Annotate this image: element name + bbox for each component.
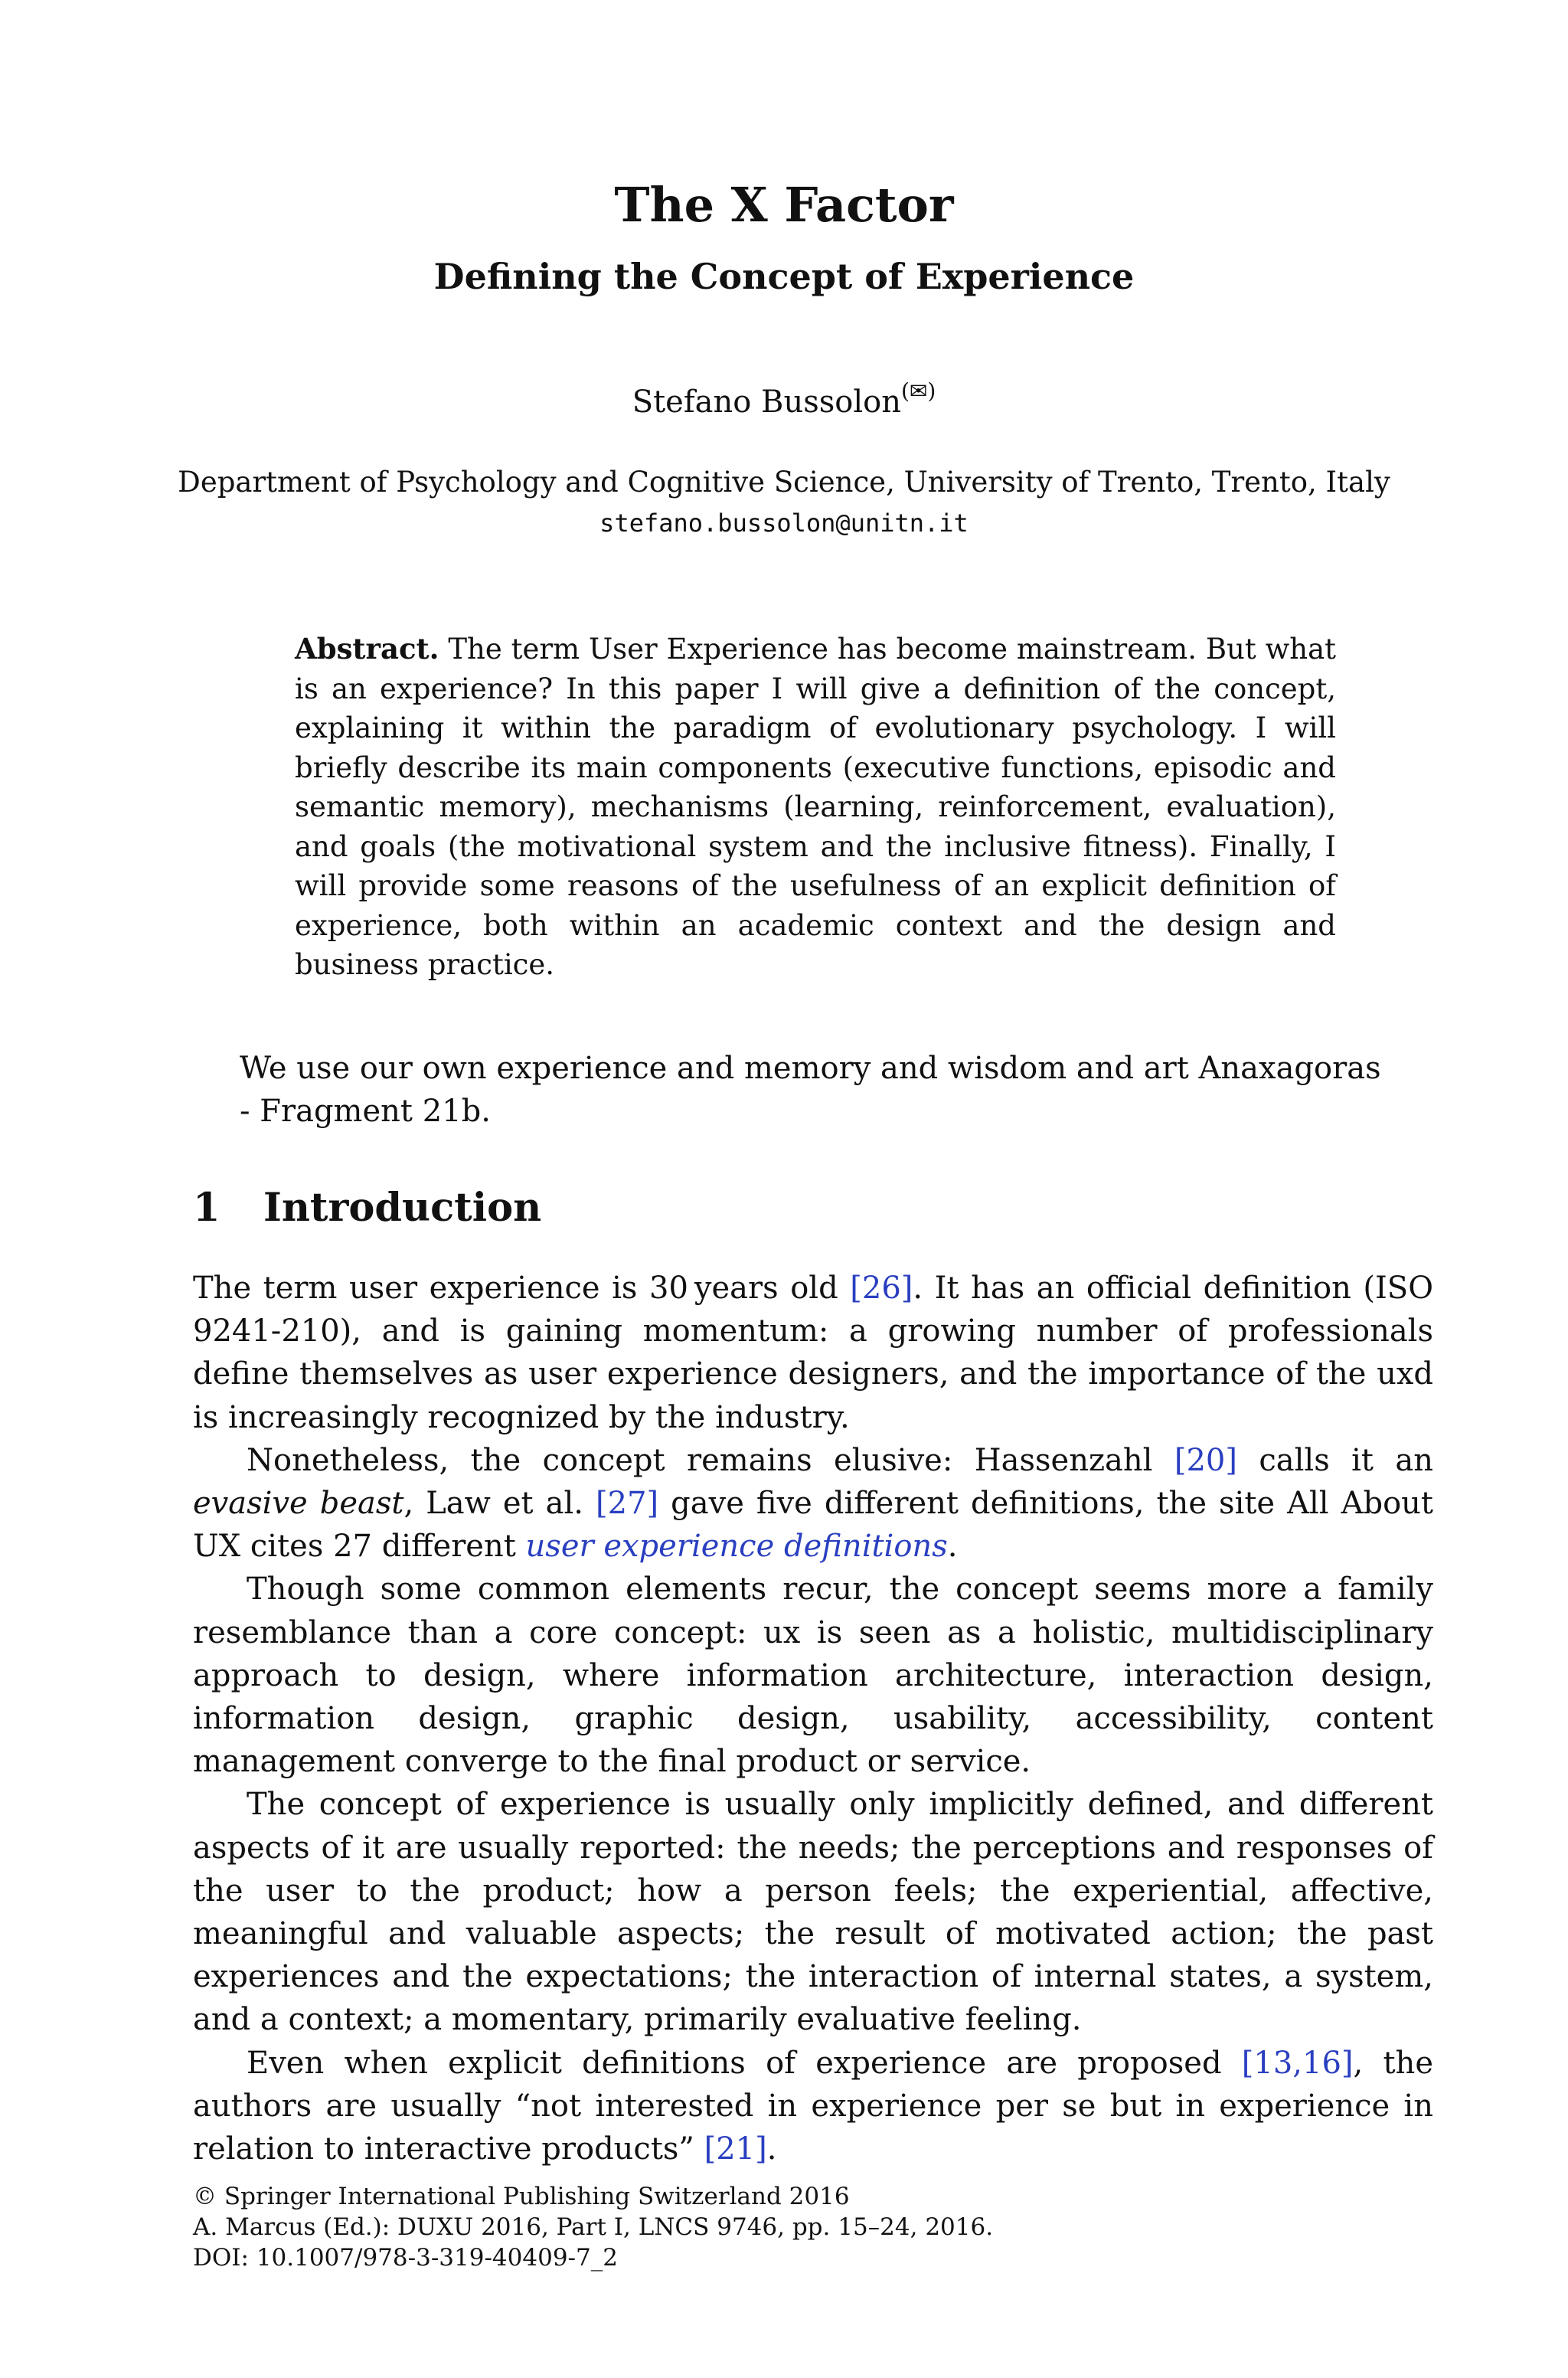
body-text: [193, 1267, 1433, 2170]
citation-link[interactable]: [13,: [1241, 2045, 1303, 2081]
text-run: .: [947, 1529, 958, 1565]
epigraph: We use our own experience and memory and wisdom and art Anaxagoras - Fragment 21b.: [240, 1051, 1381, 1129]
text-run: The term user experience is 30 years old: [193, 1271, 851, 1306]
text-run: , Law et al.: [403, 1486, 596, 1522]
author-email[interactable]: stefano.bussolon@unitn.it: [599, 509, 969, 538]
text-run: . It has an official definition (ISO 9241-210), and is gaining momentum: a growing number of professionals define themselves as user experience designers, and the importance of the uxd is increasingly recognized by the industry.: [193, 1271, 1433, 1435]
text-run: Even when explicit definitions of experience are proposed: [247, 2045, 1242, 2081]
citation-link[interactable]: 16]: [1302, 2045, 1354, 2081]
envelope-icon: (✉): [900, 378, 936, 404]
citation-line: A. Marcus (Ed.): DUXU 2016, Part I, LNCS 9746, pp. 15–24, 2016.: [193, 2213, 994, 2241]
doi-line[interactable]: DOI: 10.1007/978-3-319-40409-7_2: [193, 2244, 618, 2272]
emphasis-text: evasive beast: [193, 1486, 404, 1522]
author-line: [0, 378, 1568, 421]
paragraph: [193, 1267, 1433, 1439]
section-heading: [193, 1184, 541, 1232]
citation-link[interactable]: [27]: [596, 1486, 659, 1522]
copyright-footer: [193, 2181, 993, 2273]
abstract-label: Abstract.: [295, 632, 439, 666]
paper-subtitle: Defining the Concept of Experience: [433, 256, 1135, 297]
citation-link[interactable]: [21]: [704, 2131, 767, 2167]
text-run: .: [766, 2131, 777, 2167]
section-title: Introduction: [263, 1185, 542, 1231]
paper-title: The X Factor: [614, 177, 954, 233]
paragraph: [193, 2042, 1433, 2171]
hyperlink[interactable]: user experience definitions: [525, 1529, 948, 1565]
text-run: , the authors are usually “not interested in experience per se but in experience in relation to interactive products”: [193, 2045, 1433, 2167]
section-number: 1: [193, 1185, 220, 1231]
author-name: Stefano Bussolon: [632, 384, 901, 420]
text-run: calls it an: [1236, 1442, 1434, 1478]
abstract: [295, 630, 1336, 985]
paragraph: [193, 1568, 1433, 1783]
text-run: Though some common elements recur, the concept seems more a family resemblance than a core concept: ux is seen as a holistic, multidisciplinary approach to design, where information architecture, interaction design, information design, graphic design, usability, accessibility, content management converge to the final product or service.: [193, 1572, 1433, 1780]
paragraph: [193, 1439, 1433, 1568]
copyright-line: © Springer International Publishing Switzerland 2016: [193, 2183, 850, 2210]
abstract-text: The term User Experience has become mainstream. But what is an experience? In this paper I will give a definition of the concept, explaining it within the paradigm of evolutionary psychology. I will briefly describe its main components (executive functions, episodic and semantic memory), mechanisms (learning, reinforcement, evaluation), and goals (the motivational system and the inclusive fitness). Finally, I will provide some reasons of the usefulness of an explicit definition of experience, both within an academic context and the design and business practice.: [295, 633, 1337, 981]
paragraph: [193, 1783, 1433, 2041]
text-run: Nonetheless, the concept remains elusive: Hassenzahl: [247, 1442, 1174, 1478]
text-run: The concept of experience is usually only implicitly defined, and different aspects of it are usually reported: the needs; the perceptions and responses of the user to the product; how a person feels; the experiential, affective, meaningful and valuable aspects; the result of motivated action; the past experiences and the expectations; the interaction of internal states, a system, and a context; a momentary, primarily evaluative feeling.: [193, 1787, 1433, 2038]
text-run: gave five different definitions, the site All About UX cites 27 different: [193, 1486, 1433, 1565]
affiliation: Department of Psychology and Cognitive Science, University of Trento, Trento, Italy: [178, 466, 1390, 499]
citation-link[interactable]: [20]: [1174, 1442, 1237, 1478]
citation-link[interactable]: [26]: [850, 1271, 913, 1306]
